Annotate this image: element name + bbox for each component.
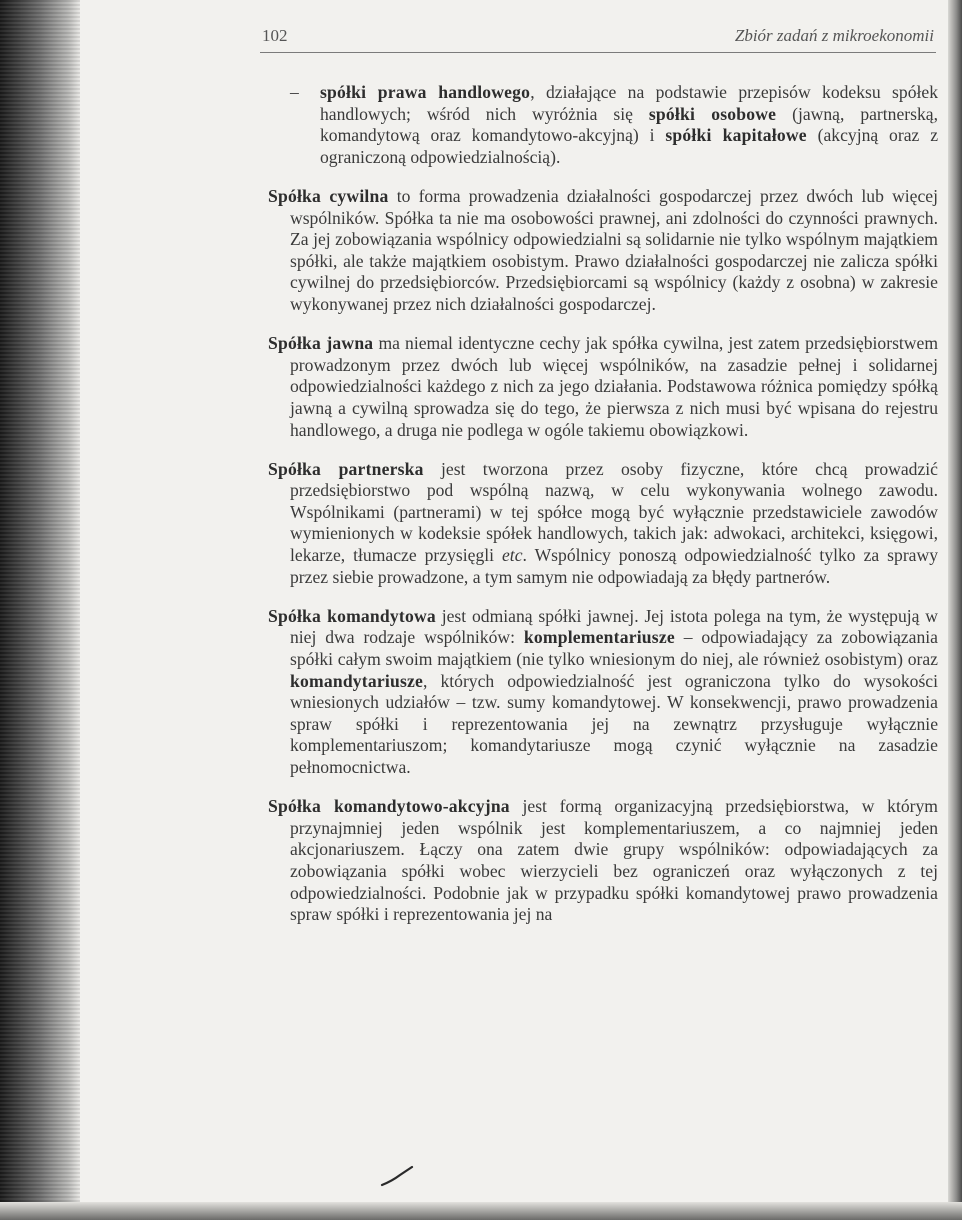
page-edge-right	[948, 0, 962, 1220]
pen-stroke-mark	[378, 1165, 418, 1189]
term-limited-partners: komandytariusze	[290, 670, 424, 691]
term-capital-companies: spółki kapitałowe	[665, 125, 807, 146]
term-limited-partnership: Spółka komandytowa	[268, 605, 436, 626]
scanned-page	[80, 0, 948, 1202]
book-binding-shadow	[0, 0, 80, 1220]
bullet-dash: –	[290, 82, 299, 102]
page-edge-bottom	[0, 1202, 962, 1220]
list-item-commercial-companies	[268, 82, 938, 168]
paragraph-text: . Wspólnicy ponoszą odpowiedzialność tylko za sprawy przez siebie prowadzone, a tym samym nie odpowiadają za błędy partnerów.	[290, 545, 938, 587]
term-general-partners: komplementariusze	[523, 627, 675, 648]
term-general-partnership: Spółka jawna	[268, 333, 374, 354]
paragraph-limited-partnership	[268, 606, 938, 779]
bullet-text-2: (jawną, partnerską, komandytową oraz komandytowo-akcyjną) i	[320, 103, 938, 146]
term-limited-joint-stock-partnership: Spółka komandytowo-akcyjna	[268, 796, 510, 817]
paragraph-text: to forma prowadzenia działalności gospodarczej przez dwóch lub więcej wspólników. Spółka ta nie ma osobowości prawnej, ani zdolności do czynności prawnych. Za jej zobowiązania wspólnicy odpowiedzialni są solidarnie nie tylko wspólnym majątkiem spółki, ale także majątkiem osobistym. Prawo działalności gospodarczej nie zalicza spółki cywilnej do przedsiębiorców. Przedsiębiorcami są wspólnicy (każdy z osobna) w zakresie wykonywanej przez nich działalności gospodarczej.	[290, 185, 938, 314]
term-professional-partnership: Spółka partnerska	[268, 458, 424, 479]
etc-italic: etc	[502, 545, 523, 566]
paragraph-general-partnership	[268, 333, 938, 441]
paragraph-text: jest tworzona przez osoby fizyczne, które chcą prowadzić przedsiębiorstwo pod wspólną nazwą, w celu wykonywania wolnego zawodu. Wspólnikami (partnerami) w tej spółce mogą być wyłącznie przedstawiciele zawodów wymienionych w kodeksie spółek handlowych, takich jak: adwokaci, architekci, księgowi, lekarze, tłumacze przysięgli	[290, 458, 938, 566]
page-number: 102	[262, 26, 288, 45]
term-civil-partnership: Spółka cywilna	[268, 185, 389, 206]
paragraph-text: jest formą organizacyjną przedsiębiorstwa, w którym przynajmniej jeden wspólnik jest komplementariuszem, a co najmniej jeden akcjonariuszem. Łączy ona zatem dwie grupy wspólników: odpowiadających za zobowiązania spółki wobec wierzycieli bez ograniczeń oraz wyłączonych z tej odpowiedzialności. Podobnie jak w przypadku spółki komandytowej prawo prowadzenia spraw spółki i reprezentowania jej na	[290, 796, 938, 925]
term-commercial-law-companies: spółki prawa handlowego	[320, 82, 531, 102]
term-partnership-companies: spółki osobowe	[648, 103, 777, 124]
paragraph-text: , których odpowiedzialność jest ograniczona tylko do wysokości wniesionych udziałów – tzw. sumy komandytowej. W konsekwencji, prawo prowadzenia spraw spółki i reprezentowania jej na zewnątrz przysługuje wyłącznie komplementariuszom; komandytariusze mogą czynić wyłącznie na zasadzie pełnomocnictwa.	[290, 670, 938, 777]
paragraph-text: ma niemal identyczne cechy jak spółka cywilna, jest zatem przedsiębiorstwem prowadzonym przez dwóch lub więcej wspólników, na zasadzie pełnej i solidarnej odpowiedzialności każdego z nich za jego działania. Podstawowa różnica pomiędzy spółką jawną a cywilną sprowadza się do tego, że pierwsza z nich musi być wpisana do rejestru handlowego, a druga nie podlega w ogóle takiemu obowiązkowi.	[290, 333, 939, 440]
paragraph-text: jest odmianą spółki jawnej. Jej istota polega na tym, że występują w niej dwa rodzaje wspólników:	[290, 605, 938, 648]
paragraph-civil-partnership	[268, 186, 938, 316]
bullet-text-1: , działające na podstawie przepisów kodeksu spółek handlowych; wśród nich wyróżnia się	[320, 82, 938, 124]
bullet-text-3: (akcyjną oraz z ograniczoną odpowiedzialnością).	[320, 125, 939, 167]
page-body	[268, 82, 938, 942]
running-head: Zbiór zadań z mikroekonomii	[734, 26, 934, 45]
paragraph-limited-joint-stock-partnership	[268, 796, 938, 926]
page-header	[262, 22, 934, 52]
paragraph-professional-partnership	[268, 459, 938, 589]
header-rule	[260, 52, 936, 53]
paragraph-text: – odpowiadający za zobowiązania spółki całym swoim majątkiem (nie tylko wniesionym do niej, ale również osobistym) oraz	[290, 627, 938, 670]
